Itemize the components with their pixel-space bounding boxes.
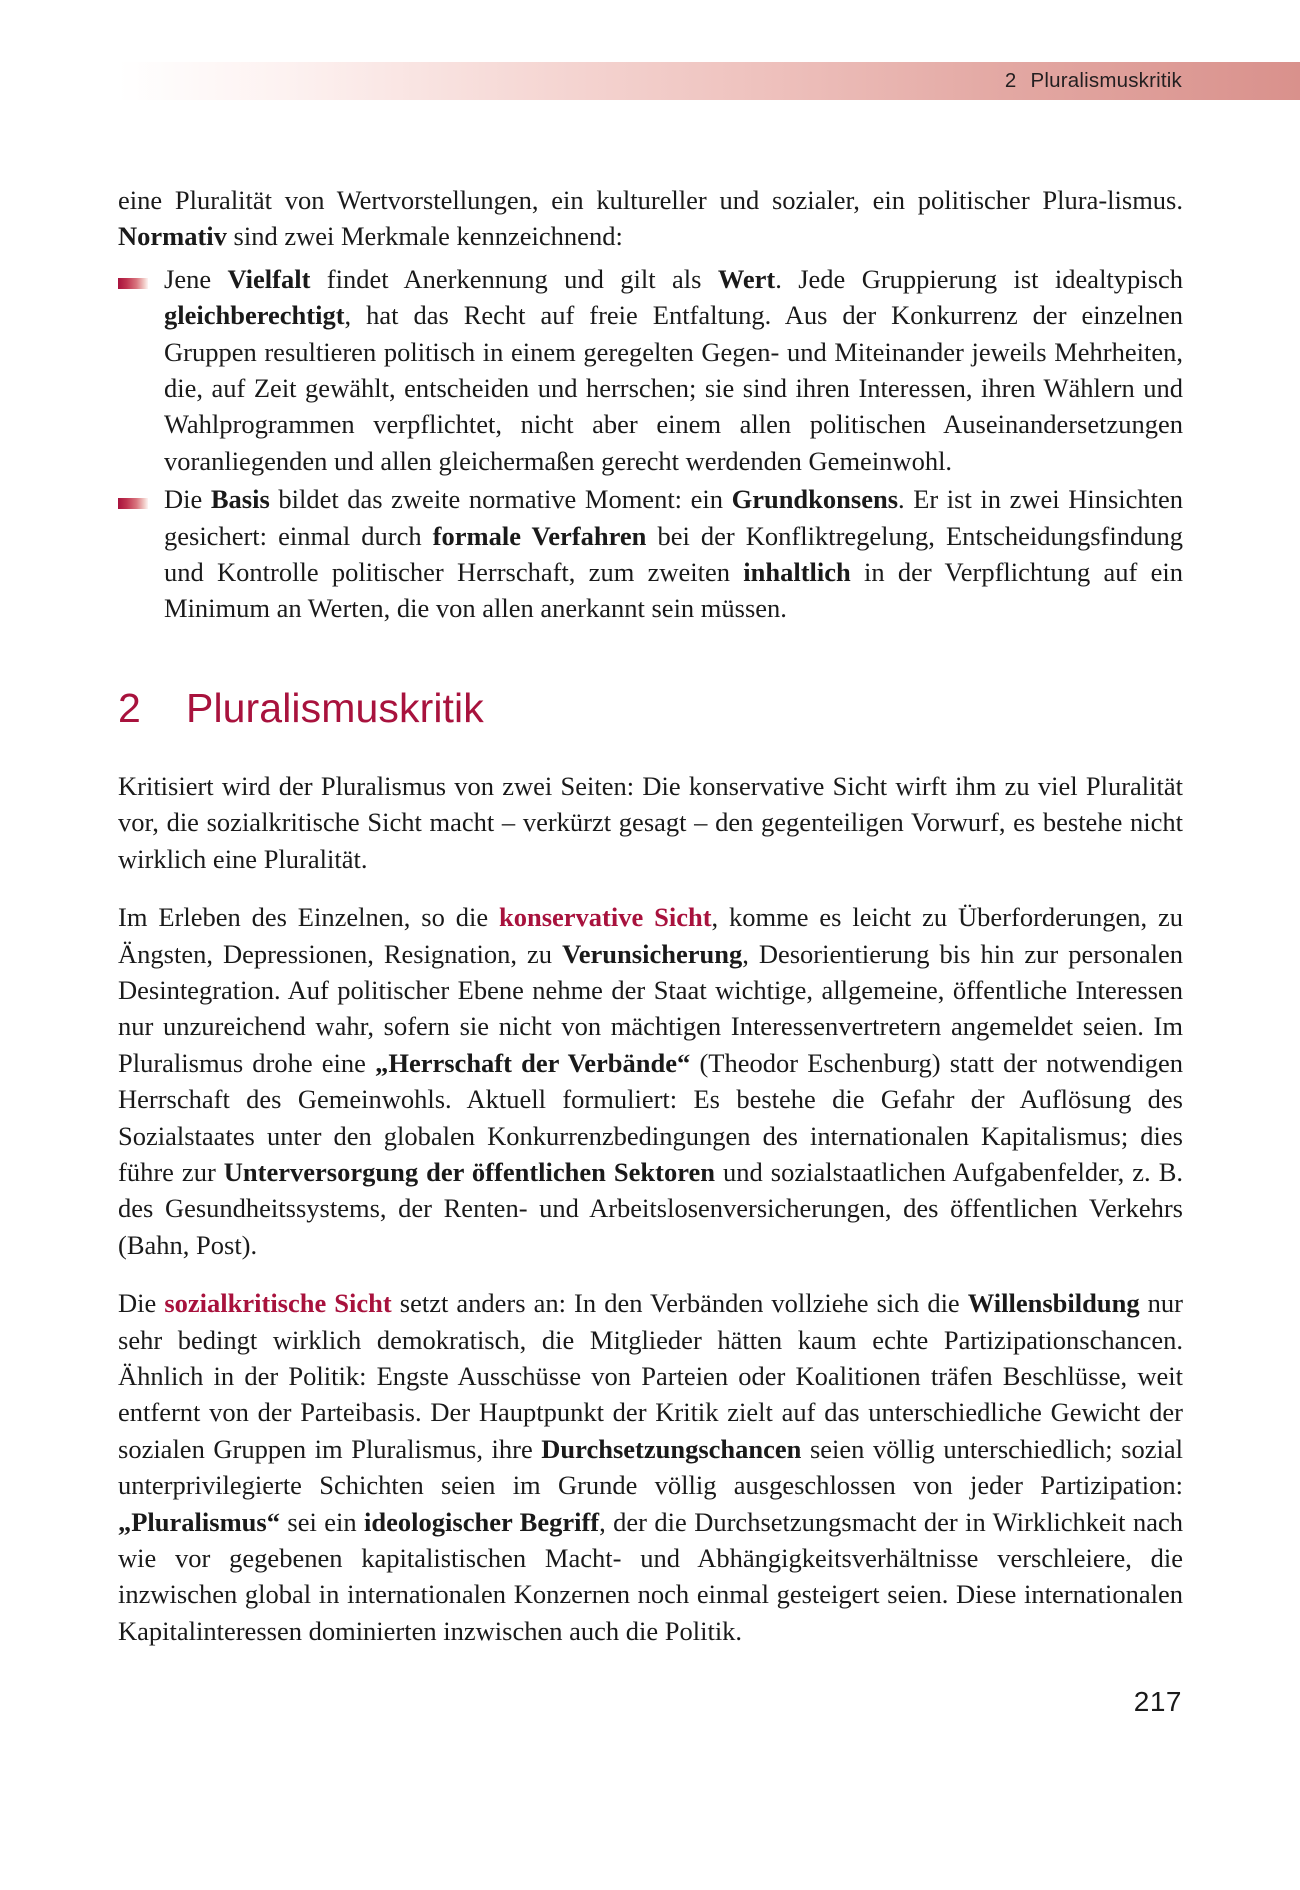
p2-bold-unterversorgung: Unterversorgung der öffentlichen Sektoren: [223, 1156, 715, 1187]
bullet2-text-5: in der Verpflichtung auf ein Minimum an Werten, die von allen anerkannt sein müssen.: [164, 557, 1183, 624]
bullet2-text-2: bildet das zweite normative Moment: ein: [269, 484, 732, 515]
dash-bullet-icon: [118, 498, 148, 509]
bullet2-bold-basis: Basis: [210, 484, 270, 515]
bullet2-text-3: . Er ist in zwei Hinsichten gesichert: einmal durch: [164, 484, 1184, 551]
bullet2-bold-formale-verfahren: formale Verfahren: [432, 520, 647, 551]
page-number: 217: [1133, 1686, 1182, 1717]
dash-bullet-icon: [118, 278, 148, 289]
p2-text-3: , Desorientierung bis hin zur personalen Desintegration. Auf politischer Ebene nehme der Staat wichtige, allgemeine, öffentliche Interessen nur unzureichend wahr, sofern sie nicht von mächtigen Interessenvertretern angemeldet seien. Im Pluralismus drohe eine: [118, 938, 1183, 1078]
spacer: [118, 629, 1183, 685]
list-item: [118, 261, 1183, 479]
spacer: [118, 877, 1183, 899]
bullet2-text-1: Die: [164, 484, 211, 515]
bullet2-text-4: bei der Konfliktregelung, Entscheidungsfindung und Kontrolle politischer Herrschaft, zum zweiten: [164, 520, 1183, 588]
section-heading: [118, 685, 1183, 732]
section-number: 2: [118, 684, 141, 731]
spacer: [118, 732, 1183, 768]
p2-text-4: (Theodor Eschenburg) statt der notwendigen Herrschaft des Gemeinwohls. Aktuell formuliert: Es bestehe die Gefahr der Auflösung des Sozialstaates unter den globalen Konkurrenzbedingungen des internationalen Kapitalismus; dies führe zur: [118, 1047, 1183, 1187]
p3-text-1: Die: [118, 1288, 165, 1319]
p3-bold-durchsetzungschancen: Durchsetzungschancen: [541, 1433, 802, 1464]
intro-text-2: sind zwei Merkmale kennzeichnend:: [226, 221, 623, 252]
section-title: Pluralismuskritik: [186, 684, 484, 731]
normative-criteria-list: [118, 261, 1183, 627]
spacer: [118, 1263, 1183, 1285]
p2-text-2: , komme es leicht zu Überforderungen, zu Ängsten, Depressionen, Resignation, zu: [118, 902, 1184, 969]
p2-text-5: und sozialstaatlichen Aufgabenfelder, z. B. des Gesundheitssystems, der Renten- und Arbeitslosenversicherungen, des öffentlichen Verkehrs (Bahn, Post).: [118, 1156, 1184, 1260]
paragraph-1: Kritisiert wird der Pluralismus von zwei Seiten: Die konservative Sicht wirft ihm zu viel Pluralität vor, die sozialkritische Sicht macht – verkürzt gesagt – den gegenteiligen Vorwurf, es bestehe nicht wirklich eine Pluralität.: [118, 770, 1183, 874]
p3-text-4: seien völlig unterschiedlich; sozial unterprivilegierte Schichten seien im Grunde völlig ausgeschlossen von jeder Partizipation:: [118, 1433, 1183, 1501]
p3-bold-ideologischer-begriff: ideologischer Begriff: [364, 1506, 600, 1537]
bullet2-bold-grundkonsens: Grundkonsens: [731, 484, 899, 515]
intro-text-1: eine Pluralität von Wertvorstellungen, ein kultureller und sozialer, ein politischer Plura-lismus.: [118, 185, 1183, 215]
intro-paragraph: [118, 182, 1183, 255]
bullet1-bold-wert: Wert: [717, 263, 776, 294]
p2-text-1: Im Erleben des Einzelnen, so die: [118, 902, 499, 933]
bullet1-bold-gleichberechtigt: gleichberechtigt: [164, 300, 345, 331]
p3-bold-pluralismus-quote: „Pluralismus“: [118, 1506, 280, 1537]
running-header-chapter-title: Pluralismuskritik: [1030, 69, 1182, 92]
p3-bold-willensbildung: Willensbildung: [967, 1288, 1140, 1319]
running-header: [1005, 64, 1182, 98]
p3-highlight-sozialkritische-sicht: sozialkritische Sicht: [164, 1288, 392, 1319]
bullet1-bold-vielfalt: Vielfalt: [227, 263, 311, 294]
paragraph-3: [118, 1285, 1183, 1649]
text-column: [118, 182, 1183, 1649]
bullet1-text-2: findet Anerkennung und gilt als: [310, 263, 718, 294]
p3-text-5: sei ein: [279, 1506, 365, 1537]
bullet1-text-3: . Jede Gruppierung ist idealtypisch: [775, 263, 1183, 294]
intro-bold-normativ: Normativ: [118, 221, 227, 252]
p2-bold-herrschaft-der-verbaende: „Herrschaft der Verbände“: [375, 1047, 691, 1078]
p3-text-3: nur sehr bedingt wirklich demokratisch, die Mitglieder hätten kaum echte Partizipationschancen. Ähnlich in der Politik: Engste Ausschüsse von Parteien oder Koalitionen träfen Beschlüsse, weit entfernt von der Parteibasis. Der Hauptpunkt der Kritik zielt auf das unterschiedliche Gewicht der sozialen Gruppen im Pluralismus, ihre: [118, 1288, 1184, 1464]
bullet1-text-4: , hat das Recht auf freie Entfaltung. Aus der Konkurrenz der einzelnen Gruppen resultieren politisch in einem geregelten Gegen- und Miteinander jeweils Mehrheiten, die, auf Zeit gewählt, entscheiden und herrschen; sie sind ihren Interessen, ihren Wählern und Wahlprogrammen verpflichtet, nicht aber einem allen politischen Auseinandersetzungen voranliegenden und allen gleichermaßen gerecht werdenden Gemeinwohl.: [164, 300, 1183, 476]
p2-highlight-konservative-sicht: konservative Sicht: [498, 902, 712, 933]
paragraph-2: [118, 899, 1183, 1263]
list-item: [118, 481, 1183, 627]
bullet2-bold-inhaltlich: inhaltlich: [743, 557, 851, 588]
p3-text-2: setzt anders an: In den Verbänden vollziehe sich die: [391, 1288, 968, 1319]
p2-bold-verunsicherung: Verunsicherung: [562, 938, 743, 969]
bullet1-text-1: Jene: [164, 263, 228, 294]
p3-text-6: , der die Durchsetzungsmacht der in Wirklichkeit nach wie vor gegebenen kapitalistischen Macht- und Abhängigkeitsverhältnisse verschleiere, die inzwischen global in internationalen Konzernen noch einmal gesteigert seien. Diese internationalen Kapitalinteressen dominierten inzwischen auch die Politik.: [118, 1506, 1183, 1646]
running-header-chapter-number: 2: [1004, 69, 1017, 92]
